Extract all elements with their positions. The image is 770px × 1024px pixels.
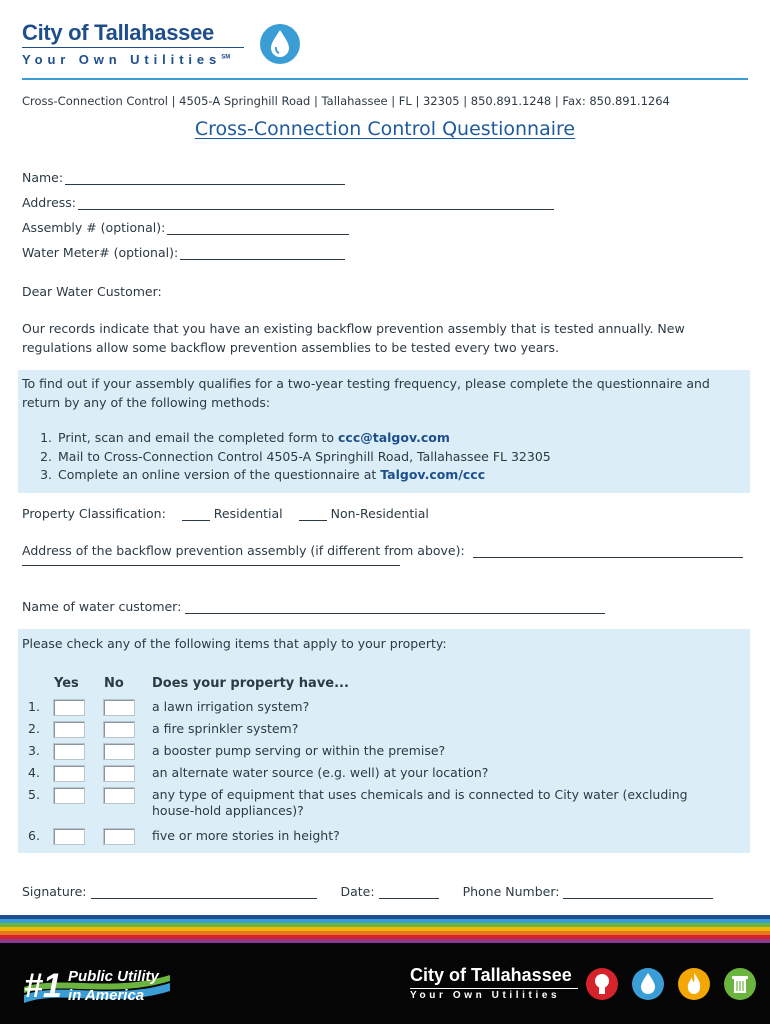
address-line[interactable] — [78, 196, 554, 210]
assembly-line[interactable] — [167, 221, 349, 235]
no-checkbox-5[interactable] — [103, 787, 135, 804]
question-text: a lawn irrigation system? — [152, 699, 310, 714]
question-text: any type of equipment that uses chemicals and is connected to City water (excluding house-hold appliances)? — [152, 787, 688, 818]
signature-label: Signature: — [22, 884, 87, 899]
instructions-text: To find out if your assembly qualifies for a two-year testing frequency, please complete the questionnaire and return by any of the following methods: — [22, 376, 710, 410]
water-meter-field-row — [22, 245, 345, 260]
badge-line1: Public Utility — [68, 968, 159, 985]
contact-line: Cross-Connection Control | 4505-A Springhill Road | Tallahassee | FL | 32305 | 850.891.1248 | Fax: 850.891.1264 — [22, 94, 670, 108]
date-line[interactable] — [379, 885, 439, 899]
date-label: Date: — [340, 884, 375, 899]
method-email: 1. Print, scan and email the completed form to ccc@talgov.com — [56, 429, 770, 448]
name-label: Name: — [22, 170, 64, 185]
methods-list — [18, 429, 770, 485]
gas-flame-icon — [677, 967, 711, 1001]
trash-can-icon — [723, 967, 757, 1001]
stripe-7 — [0, 939, 770, 943]
customer-name-line[interactable] — [185, 600, 605, 614]
checklist-panel — [18, 629, 750, 853]
footer-logo-rule — [410, 988, 578, 989]
non-residential-label: Non-Residential — [330, 506, 429, 521]
no-header: No — [104, 676, 124, 691]
item-number: 6. — [28, 828, 40, 843]
address-label: Address: — [22, 195, 76, 210]
item-number: 4. — [28, 765, 40, 780]
question-text: a fire sprinkler system? — [152, 721, 299, 736]
logo-title: City of Tallahassee — [22, 20, 214, 45]
assembly-address-line-2[interactable] — [22, 565, 400, 566]
water-drop-icon — [631, 967, 665, 1001]
question-text: an alternate water source (e.g. well) at your location? — [152, 765, 489, 780]
no-checkbox-2[interactable] — [103, 721, 135, 738]
assembly-address-label: Address of the backflow prevention assembly (if different from above): — [22, 543, 465, 558]
property-classification-row — [22, 506, 429, 521]
checklist-intro: Please check any of the following items that apply to your property: — [22, 636, 447, 651]
signature-row — [22, 884, 713, 899]
footer-logo-tagline: Your Own Utilities — [410, 990, 561, 1001]
yes-checkbox-5[interactable] — [53, 787, 85, 804]
phone-label: Phone Number: — [462, 884, 560, 899]
no-checkbox-4[interactable] — [103, 765, 135, 782]
assembly-address-line[interactable] — [473, 544, 743, 558]
method-mail: 2. Mail to Cross-Connection Control 4505-A Springhill Road, Tallahassee FL 32305 — [56, 448, 770, 467]
name-field-row — [22, 170, 345, 185]
name-line[interactable] — [65, 171, 345, 185]
water-drop-icon — [258, 22, 302, 66]
yes-checkbox-2[interactable] — [53, 721, 85, 738]
item-number: 1. — [28, 699, 40, 714]
logo-rule — [22, 47, 244, 48]
method-online: 3. Complete an online version of the questionnaire at Talgov.com/ccc — [56, 466, 770, 485]
no-checkbox-1[interactable] — [103, 699, 135, 716]
electric-bulb-icon — [585, 967, 619, 1001]
email-link[interactable]: ccc@talgov.com — [338, 430, 450, 445]
property-label: Property Classification: — [22, 506, 166, 521]
footer-logo-title: City of Tallahassee — [410, 965, 572, 985]
residential-label: Residential — [213, 506, 283, 521]
non-residential-blank[interactable] — [299, 507, 327, 521]
question-text: a booster pump serving or within the premise? — [152, 743, 446, 758]
assembly-label: Assembly # (optional): — [22, 220, 166, 235]
yes-checkbox-1[interactable] — [53, 699, 85, 716]
customer-name-label: Name of water customer: — [22, 599, 182, 614]
customer-name-row — [22, 599, 605, 614]
yes-checkbox-4[interactable] — [53, 765, 85, 782]
intro-paragraph: Our records indicate that you have an existing backflow prevention assembly that is tested annually. New regulations allow some backflow prevention assemblies to be tested every two years. — [22, 321, 685, 355]
water-meter-line[interactable] — [180, 246, 345, 260]
instructions-panel — [18, 370, 750, 493]
footer — [0, 915, 770, 1024]
water-meter-label: Water Meter# (optional): — [22, 245, 179, 260]
logo-tagline: Your Own Utilities℠ — [22, 52, 231, 67]
public-utility-badge — [22, 957, 172, 1011]
badge-line2: in America — [68, 987, 145, 1004]
questions-header: Does your property have... — [152, 676, 349, 691]
item-number: 3. — [28, 743, 40, 758]
online-link[interactable]: Talgov.com/ccc — [380, 467, 486, 482]
item-number: 2. — [28, 721, 40, 736]
residential-blank[interactable] — [182, 507, 210, 521]
yes-checkbox-6[interactable] — [53, 828, 85, 845]
page-title: Cross-Connection Control Questionnaire — [194, 118, 576, 140]
badge-number: #1 — [24, 967, 62, 1005]
city-logo — [22, 20, 312, 76]
signature-line[interactable] — [91, 885, 317, 899]
greeting: Dear Water Customer: — [22, 284, 162, 299]
no-checkbox-3[interactable] — [103, 743, 135, 760]
yes-header: Yes — [54, 676, 79, 691]
yes-checkbox-3[interactable] — [53, 743, 85, 760]
header-divider — [22, 78, 748, 80]
address-field-row — [22, 195, 554, 210]
item-number: 5. — [28, 787, 40, 802]
assembly-address-row — [22, 543, 743, 558]
question-text: five or more stories in height? — [152, 828, 340, 843]
phone-line[interactable] — [563, 885, 713, 899]
no-checkbox-6[interactable] — [103, 828, 135, 845]
color-stripes — [0, 915, 770, 943]
assembly-field-row — [22, 220, 349, 235]
